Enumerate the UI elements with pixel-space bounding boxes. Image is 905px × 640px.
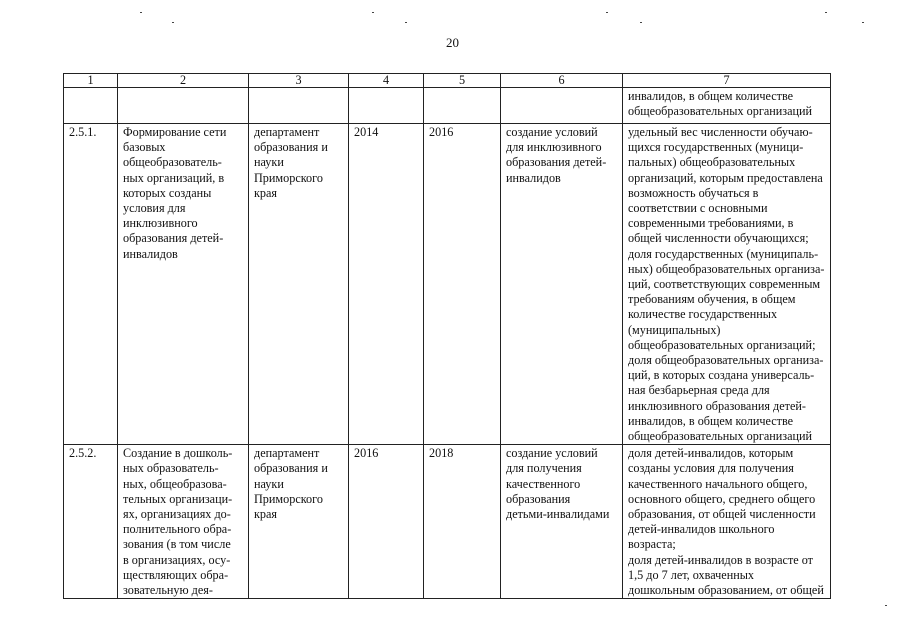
scan-speck — [140, 12, 142, 13]
cell-activity-name: Создание в дошколь- ных образователь- ных, общеобразова- тельных организаци- ях, организациях до- полнительного обра- зования (в том числе в организациях, осу- ществляющих обра- зовательную дея- — [118, 445, 249, 599]
cell-indicator: удельный вес численности обучаю- щихся государственных (муници- пальных) общеобразовательных организаций, которым предоставлена возможность обучаться в соответствии с основными современными требованиями, в общей численности обучающихся; доля государственных (муниципаль- ных) общеобразовательных организа- ций, соответствующих современным требованиям обучения, в общем количестве государственных (муниципальных) общеобразовательных организаций; доля общеобразовательных организа- ций, в которых создана универсаль- ная безбарьерная среда для инклюзивного образования детей- инвалидов, в общем количестве общеобразовательных организаций — [623, 124, 831, 445]
continuation-row — [64, 88, 831, 124]
header-row — [64, 74, 831, 88]
scan-speck — [862, 22, 864, 23]
scan-speck — [606, 12, 608, 13]
table-row — [64, 124, 831, 445]
cell-empty — [501, 88, 623, 124]
col-header-1: 1 — [64, 74, 118, 88]
cell-start-year: 2016 — [349, 445, 424, 599]
cell-number: 2.5.1. — [64, 124, 118, 445]
cell-executor: департамент образования и науки Приморского края — [249, 124, 349, 445]
cell-end-year: 2018 — [424, 445, 501, 599]
cell-indicator-continuation: инвалидов, в общем количестве общеобразовательных организаций — [623, 88, 831, 124]
cell-executor: департамент образования и науки Приморского края — [249, 445, 349, 599]
cell-expected-result: создание условий для инклюзивного образования детей- инвалидов — [501, 124, 623, 445]
page-number: 20 — [446, 35, 459, 50]
cell-empty — [249, 88, 349, 124]
scan-speck — [372, 12, 374, 13]
cell-number: 2.5.2. — [64, 445, 118, 599]
cell-end-year: 2016 — [424, 124, 501, 445]
scan-speck — [885, 605, 887, 606]
cell-expected-result: создание условий для получения качественного образования детьми-инвалидами — [501, 445, 623, 599]
cell-activity-name: Формирование сети базовых общеобразователь- ных организаций, в которых созданы условия для инклюзивного образования детей- инвалидов — [118, 124, 249, 445]
table-row — [64, 445, 831, 599]
cell-empty — [424, 88, 501, 124]
cell-empty — [118, 88, 249, 124]
scan-speck — [172, 22, 174, 23]
plan-table — [63, 73, 831, 599]
cell-empty — [349, 88, 424, 124]
cell-empty — [64, 88, 118, 124]
cell-indicator: доля детей-инвалидов, которым созданы условия для получения качественного начального общего, основного общего, среднего общего образования, от общей численности детей-инвалидов школьного возраста; доля детей-инвалидов в возрасте от 1,5 до 7 лет, охваченных дошкольным образованием, от общей — [623, 445, 831, 599]
col-header-2: 2 — [118, 74, 249, 88]
col-header-5: 5 — [424, 74, 501, 88]
col-header-7: 7 — [623, 74, 831, 88]
scan-speck — [640, 22, 642, 23]
cell-start-year: 2014 — [349, 124, 424, 445]
col-header-6: 6 — [501, 74, 623, 88]
col-header-3: 3 — [249, 74, 349, 88]
col-header-4: 4 — [349, 74, 424, 88]
scan-speck — [825, 12, 827, 13]
scan-speck — [405, 22, 407, 23]
